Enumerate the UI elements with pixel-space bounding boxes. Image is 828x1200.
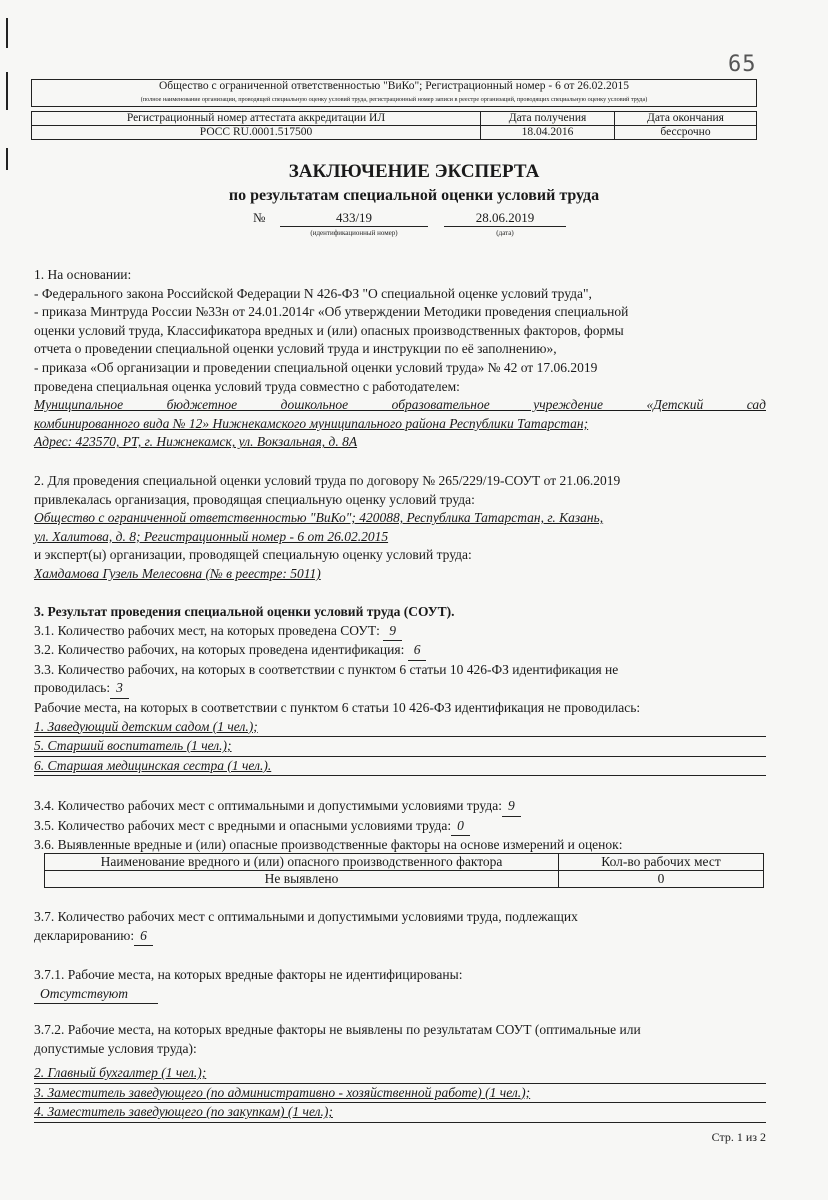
- assessment-org-line1: Общество с ограниченной ответственностью "ВиКо"; 420088, Республика Татарстан, г. Казань,: [34, 510, 604, 526]
- place-6: 6. Старшая медицинская сестра (1 чел.).: [34, 757, 766, 777]
- reg-number-value: РОСС RU.0001.517500: [32, 126, 481, 140]
- end-date-label: Дата окончания: [615, 112, 757, 126]
- s1-line: проведена специальная оценка условий труда совместно с работодателем:: [34, 378, 460, 394]
- s35-line: 3.5. Количество рабочих мест с вредными и опасными условиями труда: 0: [34, 817, 766, 837]
- s371-line: 3.7.1. Рабочие места, на которых вредные факторы не идентифицированы:: [34, 967, 463, 982]
- s372-line: 3.7.2. Рабочие места, на которых вредные факторы не выявлены по результатам СОУТ (оптимальные или: [34, 1022, 641, 1037]
- assessment-org-line2: ул. Халитова, д. 8; Регистрационный номер - 6 от 26.02.2015: [34, 528, 389, 544]
- value-34: 9: [502, 797, 521, 817]
- s1-line: - приказа Минтруда России №33н от 24.01.2014г «Об утверждении Методики проведения специальной: [34, 304, 629, 320]
- section-2: [34, 472, 766, 584]
- date-caption: (дата): [496, 229, 514, 237]
- s1-line: отчета о проведении специальной оценки условий труда и инструкции по её заполнению»,: [34, 341, 557, 357]
- s2-line: 2. Для проведения специальной оценки условий труда по договору № 265/229/19-СОУТ от 21.06.2019: [34, 473, 621, 488]
- margin-mark: [6, 18, 8, 48]
- factor-count-header: Кол-во рабочих мест: [559, 854, 764, 871]
- s1-line: - Федерального закона Российской Федерации N 426-ФЗ "О специальной оценке условий труда",: [34, 285, 592, 301]
- s1-line: 1. На основании:: [34, 267, 132, 282]
- place-2: 2. Главный бухгалтер (1 чел.);: [34, 1064, 766, 1084]
- section-37: [34, 908, 766, 946]
- document-date-field: [444, 210, 566, 227]
- value-371: Отсутствуют: [34, 985, 158, 1005]
- s36-line: 3.6. Выявленные вредные и (или) опасные производственные факторы на основе измерений и оценок:: [34, 837, 623, 853]
- value-31: 9: [383, 622, 402, 642]
- section-3-heading: 3. Результат проведения специальной оценки условий труда (СОУТ).: [34, 604, 455, 619]
- s33-line: 3.3. Количество рабочих, на которых в соответствии с пунктом 6 статьи 10 426-ФЗ идентификация не: [34, 661, 619, 677]
- s1-line: - приказа «Об организации и проведении специальной оценки условий труда» № 42 от 17.06.2019: [34, 359, 598, 375]
- s33b-line: проводилась: 3: [34, 679, 766, 699]
- place-1: 1. Заведующий детским садом (1 чел.);: [34, 718, 766, 738]
- place-5: 5. Старший воспитатель (1 чел.);: [34, 737, 766, 757]
- number-sign: №: [253, 210, 266, 225]
- section-371: [34, 966, 766, 1004]
- s34-line: 3.4. Количество рабочих мест с оптимальными и допустимыми условиями труда: 9: [34, 797, 766, 817]
- factor-count-cell: 0: [559, 871, 764, 888]
- section-372: [34, 1021, 766, 1123]
- expert-name: Хамдамова Гузель Мелесовна (№ в реестре: 5011): [34, 565, 321, 581]
- employer-name-line2: комбинированного вида № 12» Нижнекамского муниципального района Республики Татарстан;: [34, 415, 589, 431]
- s37-line: 3.7. Количество рабочих мест с оптимальными и допустимыми условиями труда, подлежащих: [34, 909, 578, 924]
- s32-line: 3.2. Количество рабочих, на которых проведена идентификация: 6: [34, 641, 766, 661]
- section-3-counts: [34, 797, 766, 855]
- factor-name-header: Наименование вредного и (или) опасного производственного фактора: [45, 854, 559, 871]
- org-line: Общество с ограниченной ответственностью "ВиКо"; Регистрационный номер - 6 от 26.02.2015: [32, 80, 757, 94]
- start-date-label: Дата получения: [481, 112, 615, 126]
- end-date-value: бессрочно: [615, 126, 757, 140]
- s31-line: 3.1. Количество рабочих мест, на которых проведена СОУТ: 9: [34, 622, 766, 642]
- place-4: 4. Заместитель заведующего (по закупкам) (1 чел.);: [34, 1103, 766, 1123]
- place-3: 3. Заместитель заведующего (по административно - хозяйственной работе) (1 чел.);: [34, 1084, 766, 1104]
- document-title: ЗАКЛЮЧЕНИЕ ЭКСПЕРТА: [288, 161, 540, 182]
- value-33: 3: [110, 679, 129, 699]
- s2-line: и эксперт(ы) организации, проводящей специальную оценку условий труда:: [34, 547, 472, 563]
- section-1: [34, 266, 766, 452]
- s1-line: оценки условий труда, Классификатора вредных и (или) опасных производственных факторов, формы: [34, 322, 624, 338]
- employer-address: Адрес: 423570, РТ, г. Нижнекамск, ул. Вокзальная, д. 8А: [34, 434, 358, 450]
- section-3: [34, 603, 766, 776]
- document-date: 28.06.2019: [444, 210, 566, 227]
- value-32: 6: [408, 641, 427, 661]
- margin-mark: [6, 72, 8, 110]
- page-footer: Стр. 1 из 2: [711, 1130, 766, 1144]
- reg-number-label: Регистрационный номер аттестата аккредитации ИЛ: [32, 112, 481, 126]
- s372b-line: допустимые условия труда):: [34, 1040, 197, 1056]
- document-subtitle: по результатам специальной оценки условий труда: [228, 187, 600, 204]
- org-caption: (полное наименование организации, проводящей специальную оценку условий труда, регистрационный номер записи в реестре организаций, проводящих специальную оценку условий труда): [32, 93, 757, 107]
- start-date-value: 18.04.2016: [481, 126, 615, 140]
- s2-line: привлекалась организация, проводящая специальную оценку условий труда:: [34, 491, 475, 507]
- value-35: 0: [451, 817, 470, 837]
- factors-table: [44, 853, 764, 888]
- document-number: 433/19: [280, 210, 428, 227]
- s33c-line: Рабочие места, на которых в соответствии с пунктом 6 статьи 10 426-ФЗ идентификация не проводилась:: [34, 699, 641, 715]
- number-caption: (идентификационный номер): [310, 229, 398, 237]
- employer-name-line1: Муниципальное бюджетное дошкольное образовательное учреждение «Детский сад: [34, 397, 766, 413]
- value-37: 6: [134, 927, 153, 947]
- organization-header-table: [31, 79, 757, 140]
- factor-name-cell: Не выявлено: [45, 871, 559, 888]
- handwritten-page-number: 65: [728, 52, 757, 77]
- s37b-line: декларированию: 6: [34, 927, 766, 947]
- document-number-field: [280, 210, 428, 227]
